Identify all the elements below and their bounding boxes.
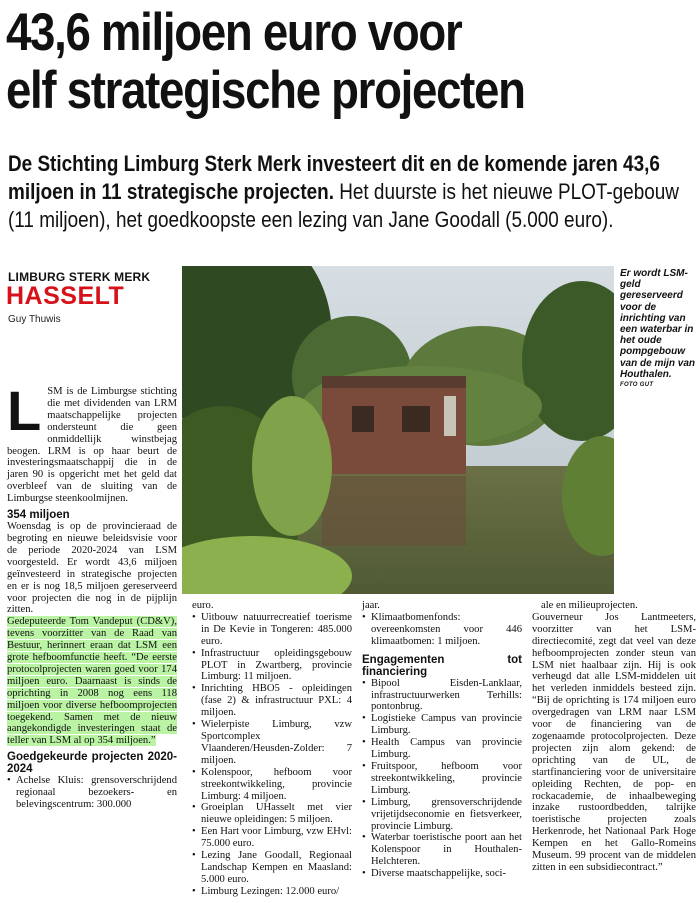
subhead-projecten: Goedgekeurde projecten 2020-2024 — [7, 751, 177, 776]
column-1 — [7, 379, 177, 811]
list-item: • Diverse maatschappelijke, soci- — [362, 868, 522, 880]
dropcap: L — [7, 379, 42, 442]
intro-bold: De Stichting Limburg Sterk Merk investeert dit en de komende jaren 43,6 miljoen in 11 strategische projecten. — [8, 151, 660, 204]
list-item: • Bipool Eisden-Lanklaar, infrastructuurwerken Terhills: pontonbrug. — [362, 678, 522, 714]
list-item: • Fruitspoor, hefboom voor streekontwikkeling, provincie Limburg. — [362, 761, 522, 797]
project-list-2 — [192, 612, 352, 898]
list-item: • Groeiplan UHasselt met vier nieuwe opleidingen: 5 miljoen. — [192, 802, 352, 826]
column-2 — [192, 600, 352, 898]
list-item: • Inrichting HBO5 - opleidingen (fase 2) & infrastructuur PXL: 4 miljoen. — [192, 683, 352, 719]
intro-normal: Het duurste is het nieuwe PLOT-gebouw (11 miljoen), het goedkoopste een lezing van Jane Goodall (5.000 euro). — [8, 179, 679, 232]
lead-paragraph — [7, 379, 177, 505]
list-item: • Waterbar toeristische poort aan het Kolenspoor in Houthalen-Helchteren. — [362, 832, 522, 868]
highlighted-paragraph — [7, 616, 177, 747]
city-label: HASSELT — [6, 282, 125, 310]
paragraph: Gouverneur Jos Lantmeeters, voorzitter van het LSM-directiecomité, zegt dat veel van deze hefboomprojecten zonder steun van LSM niet haalbaar zijn. Hij is ook verheugd dat alle LSM-middelen uit het verleden inmiddels besteed zijn. “Bij de oprichting is 174 miljoen euro overgedragen van LRM naar LSM voor de financiering van de zogenaamde protocolprojecten. Deze projecten zijn alom gekend: de oprichting van de UL, de startfinanciering voor de universitaire opleiding Rechten, de pop- en rockacademie, de inhaalbeweging inzake rustoordbedden, talrijke toeristische projecten zoals Herkenrode, het Nationaal Park Hoge Kempen en het Gallo-Romeins Museum. 99 procent van de middelen zitten in een subsidiecontract.” — [532, 611, 696, 873]
continued-text: euro. — [192, 600, 214, 611]
list-item: • Een Hart voor Limburg, vzw EHvl: 75.000 euro. — [192, 826, 352, 850]
list-item: • Klimaatbomenfonds: overeenkomsten voor 446 klimaatbomen: 1 miljoen. — [362, 612, 522, 648]
intro-paragraph — [8, 150, 687, 234]
photo-caption — [620, 268, 700, 391]
photo-pump-building — [182, 266, 614, 594]
paragraph: Woensdag is op de provincieraad de begroting en nieuwe beleidsvisie voor de periode 2020-2024 van LSM voorgesteld. Er wordt 43,6 miljoen geïnvesteerd in strategische projecten en er is nog 18,5 miljoen gereserveerd voor projecten die nog in de pijplijn zitten. — [7, 521, 177, 616]
lead-text: SM is de Limburgse stichting die met dividenden van LRM maatschappelijke projecten ondersteunt die geen onmiddellijk winstbejag beogen. LRM is op haar beurt de investeringsmaatschappij die in de jaren 90 is opgericht met het geld dat overbleef van de sluiting van de Limburgse steenkoolmijnen. — [7, 386, 177, 505]
project-list-1 — [7, 775, 177, 811]
list-item: • Infrastructuur opleidingsgebouw PLOT in Zwartberg, provincie Limburg: 11 miljoen. — [192, 648, 352, 684]
list-item: • Lezing Jane Goodall, Regionaal Landschap Kempen en Maasland: 5.000 euro. — [192, 850, 352, 886]
list-item: • Uitbouw natuurrecreatief toerisme in De Kevie in Tongeren: 485.000 euro. — [192, 612, 352, 648]
headline-line-1: 43,6 miljoen euro voor — [6, 3, 462, 62]
headline-line-2: elf strategische projecten — [6, 61, 525, 120]
list-item: • Logistieke Campus van provincie Limburg. — [362, 713, 522, 737]
list-item: • Achelse Kluis: grensoverschrijdend regionaal bezoekers- en belevingscentrum: 300.000 — [7, 775, 177, 811]
list-item: • Wielerpiste Limburg, vzw Sportcomplex Vlaanderen/Heusden-Zolder: 7 miljoen. — [192, 719, 352, 767]
section-kicker: LIMBURG STERK MERK — [8, 270, 151, 284]
continued-text: ale en milieuprojecten. — [541, 600, 638, 611]
list-item: • Health Campus van provincie Limburg. — [362, 737, 522, 761]
byline: Guy Thuwis — [8, 314, 61, 325]
photo-credit: FOTO GUT — [620, 382, 654, 389]
subhead-354-miljoen: 354 miljoen — [7, 509, 70, 522]
column-4 — [532, 600, 696, 874]
headline — [6, 4, 599, 120]
continued-text: jaar. — [362, 600, 380, 611]
caption-text: Er wordt LSM-geld gereserveerd voor de inrichting van een waterbar in het oude pompgebouw van de mijn van Houthalen. — [620, 268, 696, 380]
subhead-engagementen: Engagementen tot financiering — [362, 653, 522, 678]
column-3 — [362, 600, 522, 880]
list-item: • Limburg, grensoverschrijdende vrijetijdseconomie en fietsverkeer, provincie Limburg. — [362, 797, 522, 833]
project-list-3 — [362, 612, 522, 648]
engagement-list — [362, 678, 522, 880]
highlighted-text: Gedeputeerde Tom Vandeput (CD&V), tevens voorzitter van de Raad van Bestuur, herinnert eraan dat LSM een grote hefboomfunctie heeft. “De eerste protocolprojecten waren goed voor 174 miljoen euro. Daarnaast is sinds de oprichting in 2008 nog eens 118 miljoen voor diverse hefboomprojecten toegekend. Samen met de nieuw aangekondigde investeringen staat de teller van LSM al op 354 miljoen.” — [7, 616, 177, 747]
list-item: • Limburg Lezingen: 12.000 euro/ — [192, 886, 352, 898]
list-item: • Kolenspoor, hefboom voor streekontwikkeling, provincie Limburg: 4 miljoen. — [192, 767, 352, 803]
